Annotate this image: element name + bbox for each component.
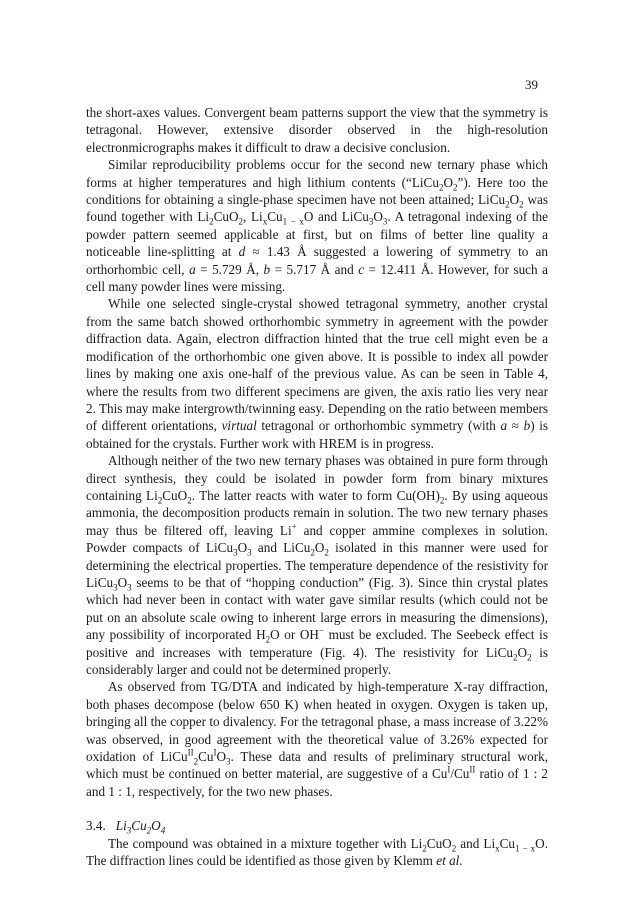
page-number: 39 — [525, 77, 538, 92]
section-heading — [86, 817, 548, 834]
section-paragraph: The compound was obtained in a mixture together with $Li_2CuO_2$ and $Li_xCu_{1 - x}O$. The diffraction lines could be identified as those given by Klemm et al. — [86, 835, 548, 869]
section-number: 3.4. — [86, 818, 106, 834]
paragraph-4: Although neither of the two new ternary phases was obtained in pure form through direct synthesis, they could be isolated in powder form from binary mixtures containing $Li_2CuO_2$. The latter reacts with water to form $Cu(OH)_2$. By using aqueous ammonia, the decomposition products remain in solution. The two new ternary phases may thus be filtered off, leaving Li+ and copper ammine complexes in solution. Powder compacts of $LiCu_3O_3$ and $LiCu_2O_2$ isolated in this manner were used for determining the electrical properties. The temperature dependence of the resistivity for $LiCu_3O_3$ seems to be that of “hopping conduction” (Fig. 3). Since thin crystal plates which had never been in contact with water gave similar results (which could not be put on an absolute scale owing to inherent large errors in measuring the dimensions), any possibility of incorporated $H_2O$ or OH− must be excluded. The Seebeck effect is positive and increases with temperature (Fig. 4). The resistivity for $LiCu_2O_2$ is considerably larger and could not be determined properly. — [86, 453, 549, 677]
paragraph-5: As observed from TG/DTA and indicated by high-temperature X-ray diffraction, both phases decompose (below 650 K) when heated in oxygen. Oxygen is taken up, bringing all the copper to divalency. For the tetragonal phase, a mass increase of 3.22% was observed, in good agreement with the theoretical value of 3.26% expected for oxidation of $LiCu^{II}_2Cu^IO_3$. These data and results of preliminary structural work, which must be continued on better material, are suggestive of a $Cu^I/Cu^{II}$ ratio of 1 : 2 and 1 : 1, respectively, for the two new phases. — [86, 679, 549, 799]
paragraph-3: While one selected single-crystal showed tetragonal symmetry, another crystal from the same batch showed orthorhombic symmetry in agreement with the powder diffraction data. Again, electron diffraction hinted that the true cell might even be a modification of the orthorhombic one given above. It is possible to index all powder lines by making one axis one-half of the previous value. As can be seen in Table 4, where the results from two different specimens are given, the axis ratio lies very near 2. This may make intergrowth/twinning easy. Depending on the ratio between members of different orientations, virtual tetragonal or orthorhombic symmetry (with a ≈ b) is obtained for the crystals. Further work with HREM is in progress. — [86, 296, 549, 451]
body-text — [86, 104, 548, 869]
section-title: $Li_3Cu_2O_4$ — [115, 818, 166, 836]
paragraph-1: the short-axes values. Convergent beam patterns support the view that the symmetry is tetragonal. However, extensive disorder observed in the high-resolution electronmicrographs makes it difficult to draw a decisive conclusion. — [86, 105, 548, 155]
paragraph-2: Similar reproducibility problems occur for the second new ternary phase which forms at higher temperatures and high lithium contents $(“LiCu_2O_2”)$. Here too the conditions for obtaining a single-phase specimen have not been attained; $LiCu_2O_2$ was found together with $Li_2CuO_2$, $Li_xCu_{1 - x}O$ and $LiCu_3O_3$. A tetragonal indexing of the powder pattern seemed applicable at first, but on films of better line quality a noticeable line-splitting at d ≈ 1.43 Å suggested a lowering of symmetry to an orthorhombic cell, a = 5.729 Å, b = 5.717 Å and c = 12.411 Å. However, for such a cell many powder lines were missing. — [86, 157, 549, 295]
